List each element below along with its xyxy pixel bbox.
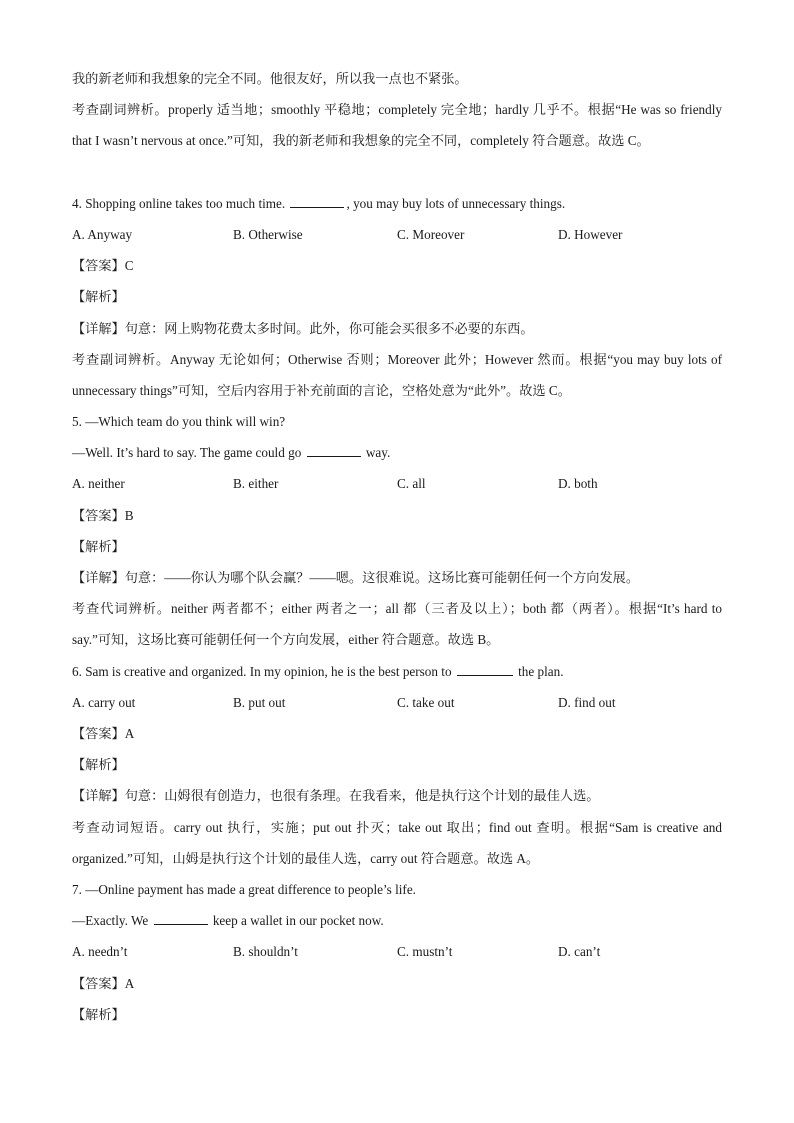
q3-translation: 我的新老师和我想象的完全不同。他很友好，所以我一点也不紧张。	[72, 71, 468, 86]
q5-detail-text: 句意：——你认为哪个队会赢？——嗯。这很难说。这场比赛可能朝任何一个方向发展。	[124, 570, 640, 586]
q4-option-d: D. However	[558, 226, 623, 242]
q4-answer-value: C	[124, 258, 134, 274]
q5-stem-after: way.	[362, 445, 391, 461]
q5-options	[72, 468, 722, 499]
q3-analysis: 考查副词辨析。properly 适当地；smoothly 平稳地；completely 完全地；hardly 几乎不。根据“He was so friendly that I wasn’t nervous at once.”可知，我的新老师和我想象的完全不同，completely 符合题意。故选 C。	[72, 102, 722, 149]
q6-answer-value: A	[124, 726, 135, 741]
answer-blank	[290, 195, 344, 208]
answer-label: 【答案】	[72, 258, 125, 274]
q7-option-a: A. needn’t	[72, 944, 128, 960]
q6-option-b: B. put out	[233, 694, 286, 710]
detail-label: 【详解】	[72, 570, 125, 586]
q6-option-c: C. take out	[397, 694, 455, 710]
q5-detail	[72, 562, 722, 593]
q4-option-c: C. Moreover	[397, 226, 465, 242]
q4-stem	[72, 188, 722, 219]
q4-stem-after: , you may buy lots of unnecessary things.	[346, 195, 566, 211]
document-page	[72, 63, 722, 1030]
q7-option-c: C. mustn’t	[397, 944, 453, 960]
q7-answer-value: A	[124, 975, 135, 991]
q5-answer-value: B	[124, 507, 134, 523]
answer-label: 【答案】	[72, 507, 125, 523]
q6-options	[72, 687, 722, 718]
q7-answer	[72, 968, 722, 999]
q7-option-d: D. can’t	[558, 944, 601, 960]
q5-explain-heading: 【解析】	[72, 538, 125, 554]
q6-detail	[72, 780, 722, 811]
q5-option-c: C. all	[397, 476, 426, 492]
q7-options	[72, 936, 722, 967]
answer-label: 【答案】	[72, 975, 125, 991]
q5-option-b: B. either	[233, 476, 279, 492]
q5-stem-line2	[72, 437, 722, 468]
q4-option-b: B. Otherwise	[233, 226, 303, 242]
q6-stem-before: 6. Sam is creative and organized. In my opinion, he is the best person to	[72, 663, 455, 679]
q6-option-a: A. carry out	[72, 694, 136, 710]
q5-stem-before: —Well. It’s hard to say. The game could go	[72, 445, 305, 461]
answer-blank	[457, 663, 513, 676]
q7-stem-after: keep a wallet in our pocket now.	[209, 913, 384, 929]
q7-stem-before: —Exactly. We	[72, 913, 152, 929]
q5-stem-line1: 5. —Which team do you think will win?	[72, 414, 286, 430]
answer-blank	[307, 444, 361, 457]
q7-option-b: B. shouldn’t	[233, 944, 298, 960]
q4-option-a: A. Anyway	[72, 226, 133, 242]
q4-analysis: 考查副词辨析。Anyway 无论如何；Otherwise 否则；Moreover 此外；However 然而。根据“you may buy lots of unnecessary things”可知，空后内容用于补充前面的言论，空格处意为“此外”。故选 C。	[72, 351, 722, 398]
q4-answer	[72, 250, 722, 281]
answer-blank	[154, 912, 208, 925]
answer-label: 【答案】	[72, 726, 125, 741]
q6-stem-after: the plan.	[514, 663, 564, 679]
q5-option-a: A. neither	[72, 476, 125, 492]
q4-detail-text: 句意：网上购物花费太多时间。此外，你可能会买很多不必要的东西。	[124, 320, 534, 336]
detail-label: 【详解】	[72, 788, 125, 804]
q7-explain-heading: 【解析】	[72, 1006, 125, 1022]
q6-explain-heading: 【解析】	[72, 757, 125, 773]
q4-explain-heading: 【解析】	[72, 289, 125, 305]
q7-stem-line2	[72, 905, 722, 936]
q4-detail	[72, 313, 722, 344]
q6-analysis: 考查动词短语。carry out 执行，实施；put out 扑灭；take out 取出；find out 查明。根据“Sam is creative and organized.”可知，山姆是执行这个计划的最佳人选，carry out 符合题意。故选 A。	[72, 819, 722, 866]
q6-stem	[72, 656, 722, 687]
q5-option-d: D. both	[558, 476, 598, 492]
q4-options	[72, 219, 722, 250]
q6-detail-text: 句意：山姆很有创造力，也很有条理。在我看来，他是执行这个计划的最佳人选。	[124, 788, 600, 804]
q5-answer	[72, 500, 722, 531]
q6-answer	[72, 718, 722, 749]
q7-stem-line1: 7. —Online payment has made a great difference to people’s life.	[72, 881, 416, 897]
q6-option-d: D. find out	[558, 694, 616, 710]
q4-stem-before: 4. Shopping online takes too much time.	[72, 195, 289, 211]
q5-analysis: 考查代词辨析。neither 两者都不；either 两者之一；all 都（三者及以上）；both 都（两者）。根据“It’s hard to say.”可知，这场比赛可能朝任何一个方向发展，either 符合题意。故选 B。	[72, 601, 722, 648]
detail-label: 【详解】	[72, 320, 125, 336]
